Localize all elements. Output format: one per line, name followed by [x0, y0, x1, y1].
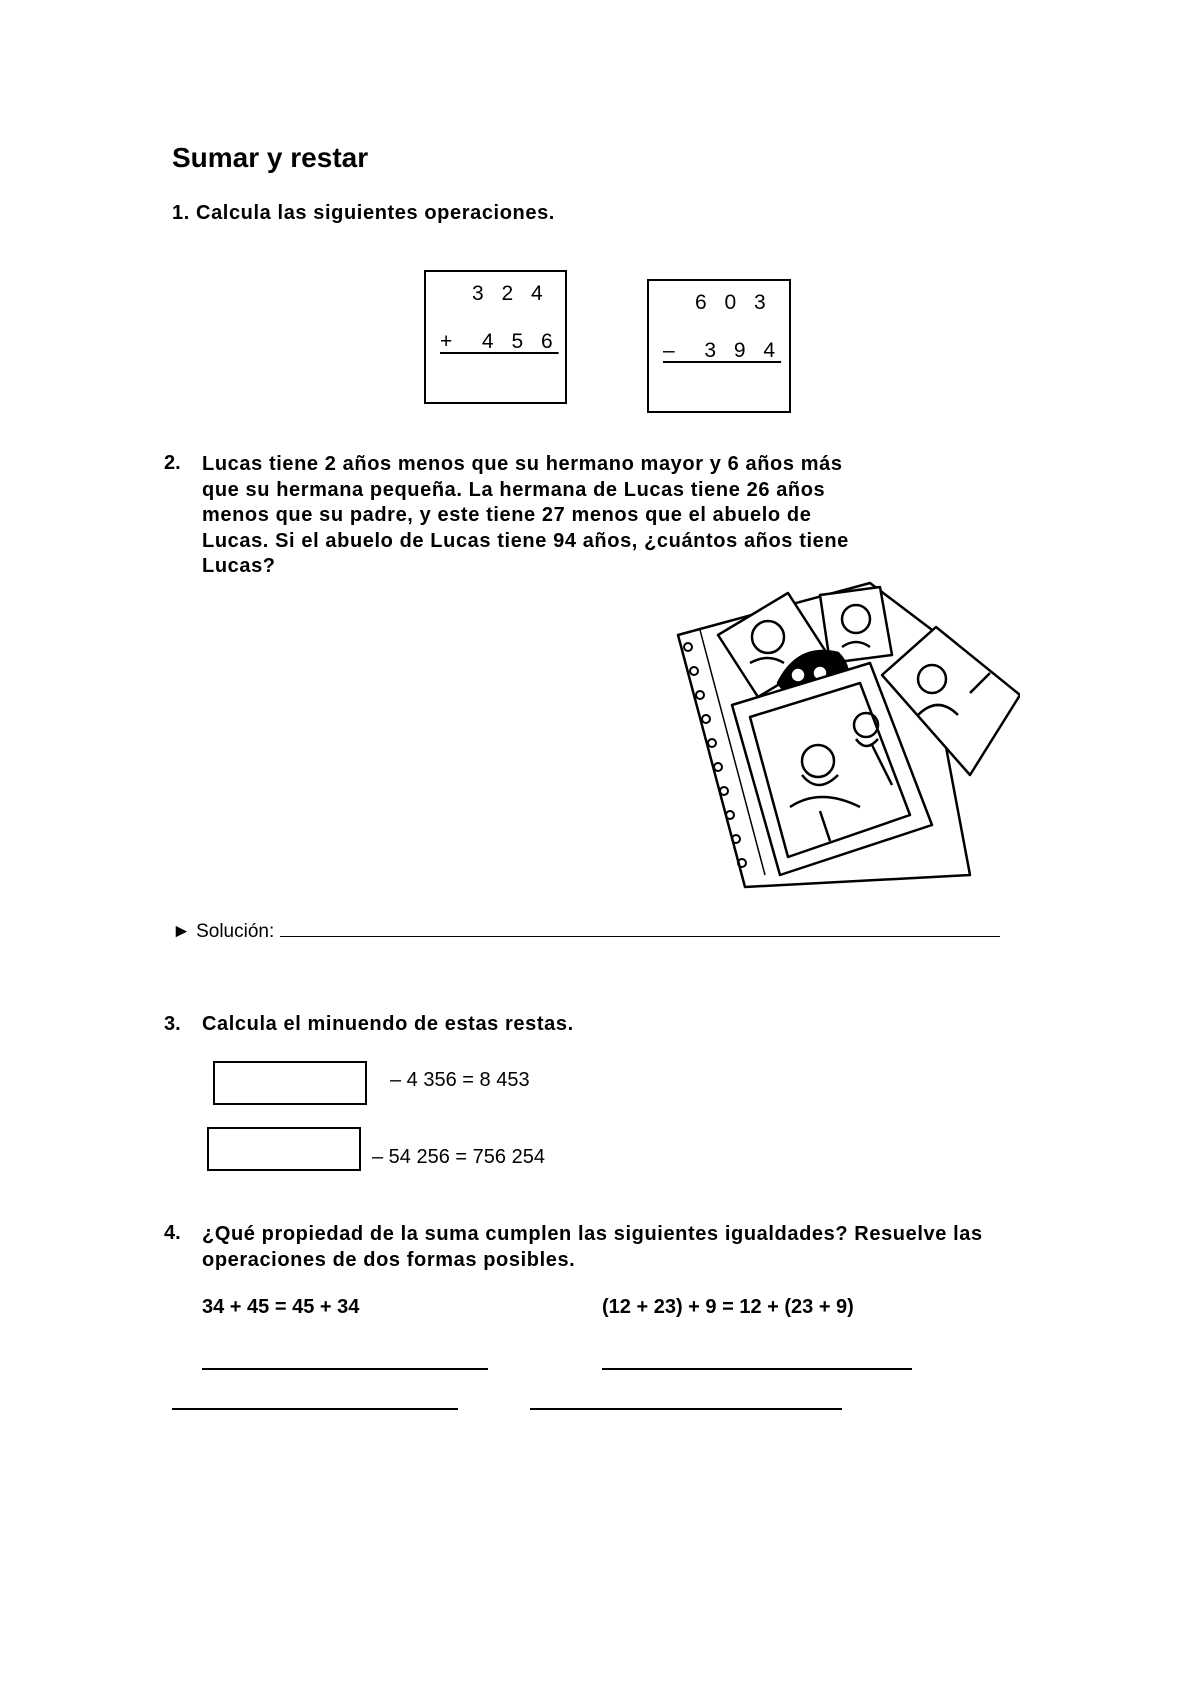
answer-line-right-2[interactable]: [530, 1406, 842, 1410]
question-4-number: 4.: [164, 1222, 181, 1244]
question-1-text: 1. Calcula las siguientes operaciones.: [172, 202, 555, 224]
question-3-text: Calcula el minuendo de estas restas.: [202, 1013, 574, 1035]
question-2-line: Lucas. Si el abuelo de Lucas tiene 94 años, ¿cuántos años tiene: [202, 529, 849, 552]
answer-line-left-2[interactable]: [172, 1406, 458, 1410]
equation-associative: (12 + 23) + 9 = 12 + (23 + 9): [602, 1296, 854, 1318]
question-4-line: operaciones de dos formas posibles.: [202, 1248, 576, 1271]
operation-box-subtraction: [647, 279, 791, 413]
minuend-answer-box-1[interactable]: [213, 1061, 367, 1105]
page-title: Sumar y restar: [172, 142, 369, 173]
operation-box-addition: [424, 270, 567, 404]
question-4-line: ¿Qué propiedad de la suma cumplen las siguientes igualdades? Resuelve las: [202, 1223, 983, 1245]
question-2-line: menos que su padre, y este tiene 27 menos que el abuelo de: [202, 504, 812, 526]
question-2-line: Lucas?: [202, 555, 276, 577]
photo-album-illustration: [670, 575, 1020, 895]
answer-line-left-1[interactable]: [202, 1366, 488, 1370]
question-2-line: Lucas tiene 2 años menos que su hermano mayor y 6 años más: [202, 453, 843, 475]
equation-1: – 4 356 = 8 453: [390, 1069, 530, 1091]
addition-top-number: 3 2 4: [472, 282, 549, 305]
subtraction-top-number: 6 0 3: [695, 291, 772, 314]
solution-answer-line[interactable]: [280, 918, 1000, 937]
question-2-text: [202, 452, 849, 580]
subtraction-bottom-number: – 3 9 4: [663, 339, 782, 362]
question-4-text: [202, 1222, 983, 1273]
solution-label: ► Solución:: [172, 921, 275, 942]
question-2-line: que su hermana pequeña. La hermana de Lucas tiene 26 años: [202, 478, 826, 501]
question-2-number: 2.: [164, 452, 181, 474]
equation-commutative: 34 + 45 = 45 + 34: [202, 1296, 360, 1318]
equation-2: – 54 256 = 756 254: [372, 1146, 545, 1168]
minuend-answer-box-2[interactable]: [207, 1127, 361, 1171]
answer-line-right-1[interactable]: [602, 1366, 912, 1370]
question-3-number: 3.: [164, 1013, 181, 1035]
solution-line: [172, 918, 1000, 943]
addition-bottom-number: + 4 5 6: [440, 330, 559, 353]
